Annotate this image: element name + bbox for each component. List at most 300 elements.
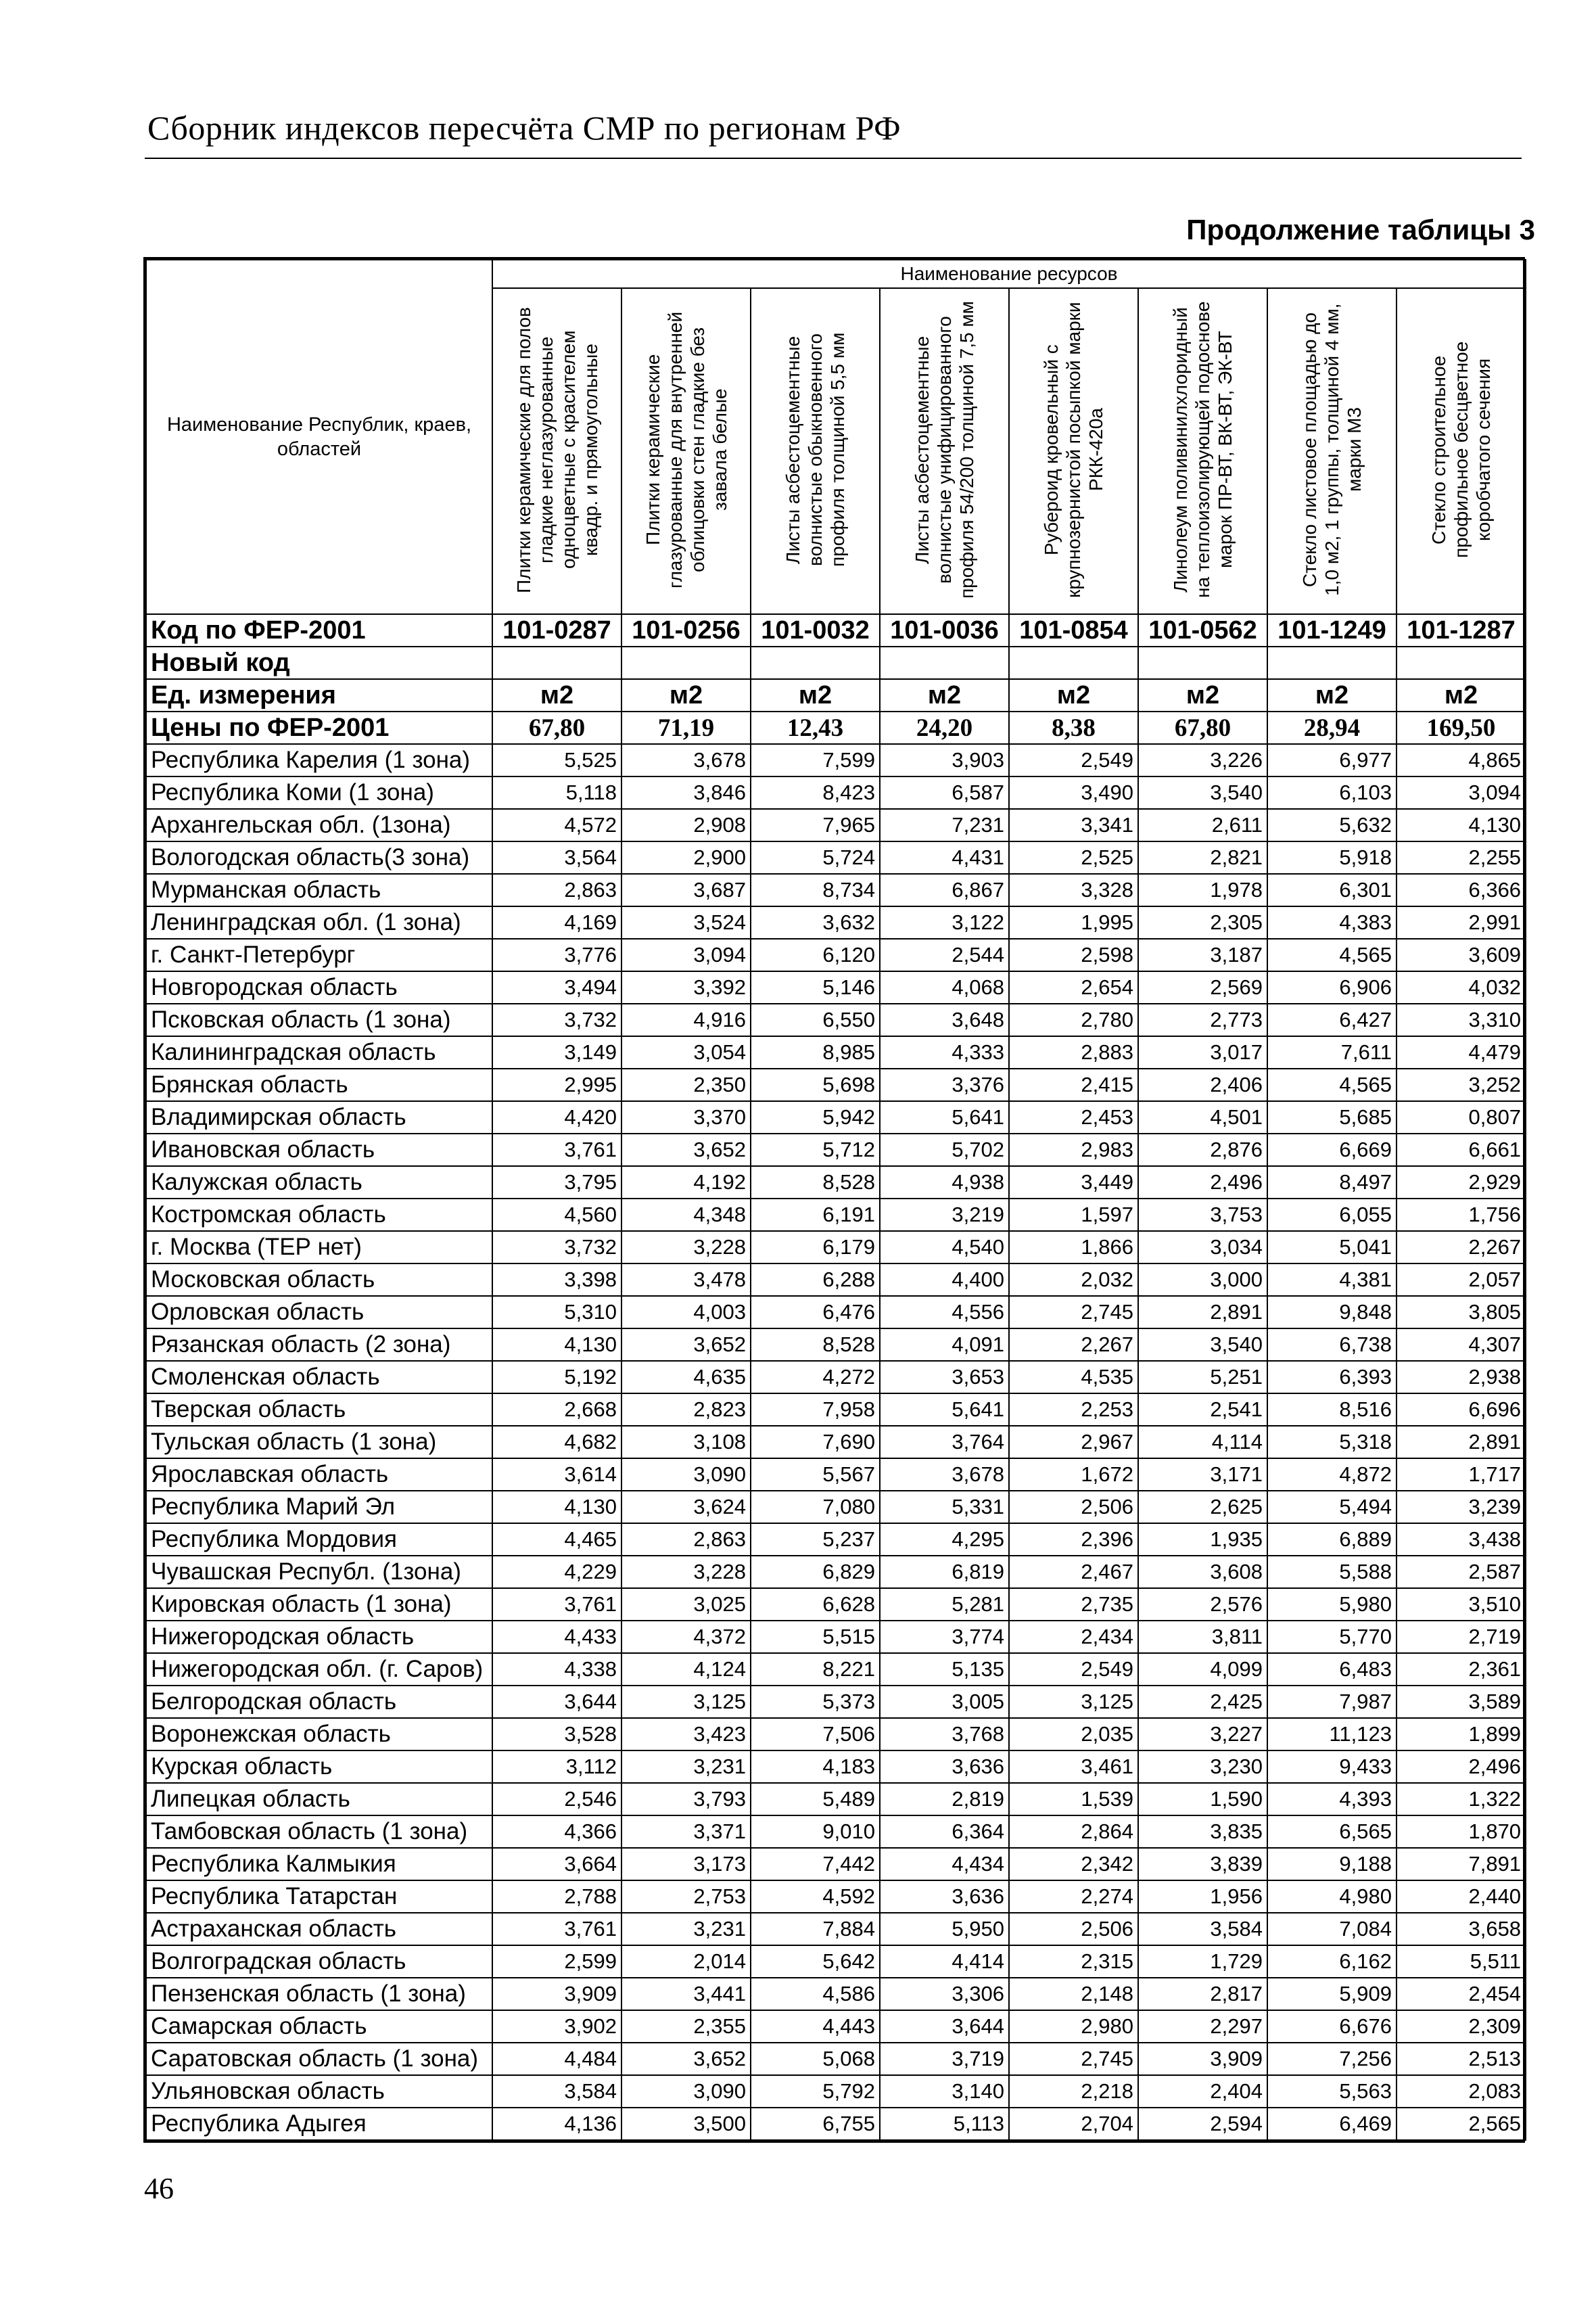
index-value: 5,310 xyxy=(492,1296,621,1328)
index-value: 3,149 xyxy=(492,1036,621,1069)
index-value: 3,187 xyxy=(1138,939,1267,971)
table-row xyxy=(146,2043,1526,2075)
table-row xyxy=(146,1231,1526,1263)
index-value: 4,560 xyxy=(492,1199,621,1231)
resource-code: 101-0256 xyxy=(621,614,751,647)
table-row xyxy=(146,2010,1526,2043)
index-value: 5,118 xyxy=(492,776,621,809)
index-value: 5,702 xyxy=(880,1134,1009,1166)
new-code-cell xyxy=(1009,647,1138,679)
index-value: 6,103 xyxy=(1267,776,1396,809)
index-value: 4,434 xyxy=(880,1848,1009,1880)
index-value: 4,433 xyxy=(492,1621,621,1653)
index-value: 3,054 xyxy=(621,1036,751,1069)
index-value: 3,909 xyxy=(1138,2043,1267,2075)
index-value: 3,125 xyxy=(1009,1686,1138,1718)
region-name: Ленинградская обл. (1 зона) xyxy=(146,906,492,939)
index-value: 1,322 xyxy=(1396,1783,1526,1815)
index-value: 3,636 xyxy=(880,1750,1009,1783)
region-name: Ярославская область xyxy=(146,1458,492,1491)
region-name: Псковская область (1 зона) xyxy=(146,1004,492,1036)
resource-name-cell xyxy=(492,288,621,614)
index-value: 3,490 xyxy=(1009,776,1138,809)
index-value: 2,506 xyxy=(1009,1913,1138,1945)
index-value: 4,980 xyxy=(1267,1880,1396,1913)
index-value: 4,431 xyxy=(880,841,1009,874)
index-value: 4,383 xyxy=(1267,906,1396,939)
resource-name-cell xyxy=(751,288,880,614)
table-row xyxy=(146,939,1526,971)
index-value: 9,848 xyxy=(1267,1296,1396,1328)
index-value: 6,120 xyxy=(751,939,880,971)
index-value: 6,819 xyxy=(880,1556,1009,1588)
region-name: Республика Карелия (1 зона) xyxy=(146,744,492,776)
region-name: Республика Марий Эл xyxy=(146,1491,492,1523)
index-value: 5,331 xyxy=(880,1491,1009,1523)
index-value: 3,231 xyxy=(621,1913,751,1945)
index-value: 2,355 xyxy=(621,2010,751,2043)
resource-code: 101-1249 xyxy=(1267,614,1396,647)
index-value: 6,469 xyxy=(1267,2108,1396,2140)
resource-name: Плитки керамические глазурованные для внутренней облицовки стен гладкие без завала белые xyxy=(642,310,730,588)
index-value: 2,780 xyxy=(1009,1004,1138,1036)
index-value: 4,682 xyxy=(492,1426,621,1458)
region-name: Республика Мордовия xyxy=(146,1523,492,1556)
index-value: 5,641 xyxy=(880,1393,1009,1426)
index-value: 8,497 xyxy=(1267,1166,1396,1199)
index-value: 6,755 xyxy=(751,2108,880,2140)
index-value: 2,544 xyxy=(880,939,1009,971)
index-value: 1,539 xyxy=(1009,1783,1138,1815)
index-value: 2,599 xyxy=(492,1945,621,1978)
index-value: 4,565 xyxy=(1267,939,1396,971)
index-value: 4,381 xyxy=(1267,1263,1396,1296)
region-name: Воронежская область xyxy=(146,1718,492,1750)
region-name: Тверская область xyxy=(146,1393,492,1426)
index-value: 3,228 xyxy=(621,1556,751,1588)
index-value: 2,440 xyxy=(1396,1880,1526,1913)
index-value: 2,654 xyxy=(1009,971,1138,1004)
index-value: 2,267 xyxy=(1396,1231,1526,1263)
table-row xyxy=(146,1978,1526,2010)
resource-name: Стекло листовое площадью до 1,0 м2, 1 группы, толщиной 4 мм, марки М3 xyxy=(1299,303,1365,596)
resource-unit: м2 xyxy=(1009,679,1138,712)
index-value: 3,793 xyxy=(621,1783,751,1815)
index-value: 8,528 xyxy=(751,1166,880,1199)
index-value: 5,563 xyxy=(1267,2075,1396,2108)
index-value: 3,589 xyxy=(1396,1686,1526,1718)
index-value: 2,668 xyxy=(492,1393,621,1426)
index-value: 3,094 xyxy=(621,939,751,971)
index-value: 3,112 xyxy=(492,1750,621,1783)
resource-price: 67,80 xyxy=(492,712,621,744)
index-value: 7,231 xyxy=(880,809,1009,841)
index-value: 2,594 xyxy=(1138,2108,1267,2140)
index-value: 2,864 xyxy=(1009,1815,1138,1848)
index-value: 4,443 xyxy=(751,2010,880,2043)
index-value: 4,192 xyxy=(621,1166,751,1199)
new-code-cell xyxy=(880,647,1009,679)
index-value: 7,080 xyxy=(751,1491,880,1523)
index-value: 6,661 xyxy=(1396,1134,1526,1166)
index-value: 3,614 xyxy=(492,1458,621,1491)
index-value: 3,227 xyxy=(1138,1718,1267,1750)
resource-price: 28,94 xyxy=(1267,712,1396,744)
index-value: 4,338 xyxy=(492,1653,621,1686)
new-code-cell xyxy=(1267,647,1396,679)
index-value: 2,218 xyxy=(1009,2075,1138,2108)
index-value: 2,506 xyxy=(1009,1491,1138,1523)
index-value: 3,652 xyxy=(621,2043,751,2075)
index-value: 4,169 xyxy=(492,906,621,939)
index-value: 6,977 xyxy=(1267,744,1396,776)
index-value: 2,525 xyxy=(1009,841,1138,874)
index-value: 2,148 xyxy=(1009,1978,1138,2010)
index-value: 4,938 xyxy=(880,1166,1009,1199)
resource-name-cell xyxy=(1009,288,1138,614)
index-value: 1,866 xyxy=(1009,1231,1138,1263)
index-value: 6,483 xyxy=(1267,1653,1396,1686)
index-value: 2,967 xyxy=(1009,1426,1138,1458)
index-value: 1,935 xyxy=(1138,1523,1267,1556)
index-value: 1,597 xyxy=(1009,1199,1138,1231)
index-value: 6,889 xyxy=(1267,1523,1396,1556)
resource-code: 101-0854 xyxy=(1009,614,1138,647)
table-row xyxy=(146,1815,1526,1848)
index-value: 3,328 xyxy=(1009,874,1138,906)
resource-code: 101-1287 xyxy=(1396,614,1526,647)
index-value: 3,173 xyxy=(621,1848,751,1880)
index-value: 2,773 xyxy=(1138,1004,1267,1036)
table-row xyxy=(146,744,1526,776)
new-code-label: Новый код xyxy=(146,647,492,679)
index-value: 2,900 xyxy=(621,841,751,874)
index-value: 1,756 xyxy=(1396,1199,1526,1231)
index-value: 3,764 xyxy=(880,1426,1009,1458)
index-value: 2,057 xyxy=(1396,1263,1526,1296)
region-name: Вологодская область(3 зона) xyxy=(146,841,492,874)
index-value: 3,005 xyxy=(880,1686,1009,1718)
table-row xyxy=(146,1263,1526,1296)
index-value: 2,014 xyxy=(621,1945,751,1978)
index-value: 4,393 xyxy=(1267,1783,1396,1815)
index-value: 4,124 xyxy=(621,1653,751,1686)
index-value: 4,068 xyxy=(880,971,1009,1004)
resource-price: 8,38 xyxy=(1009,712,1138,744)
index-value: 2,587 xyxy=(1396,1556,1526,1588)
index-value: 2,991 xyxy=(1396,906,1526,939)
index-value: 2,883 xyxy=(1009,1036,1138,1069)
table-row xyxy=(146,2075,1526,2108)
index-value: 3,624 xyxy=(621,1491,751,1523)
code-row xyxy=(146,614,1526,647)
index-value: 3,252 xyxy=(1396,1069,1526,1101)
index-value: 3,094 xyxy=(1396,776,1526,809)
resource-unit: м2 xyxy=(1267,679,1396,712)
page-number: 46 xyxy=(144,2172,174,2205)
index-value: 2,255 xyxy=(1396,841,1526,874)
table-row xyxy=(146,1783,1526,1815)
region-name: Мурманская область xyxy=(146,874,492,906)
index-value: 7,599 xyxy=(751,744,880,776)
index-value: 4,130 xyxy=(1396,809,1526,841)
index-value: 4,572 xyxy=(492,809,621,841)
index-value: 5,041 xyxy=(1267,1231,1396,1263)
index-value: 1,729 xyxy=(1138,1945,1267,1978)
index-value: 2,350 xyxy=(621,1069,751,1101)
index-value: 2,454 xyxy=(1396,1978,1526,2010)
index-value: 4,484 xyxy=(492,2043,621,2075)
region-name: Московская область xyxy=(146,1263,492,1296)
index-value: 2,274 xyxy=(1009,1880,1138,1913)
index-value: 4,479 xyxy=(1396,1036,1526,1069)
index-value: 2,361 xyxy=(1396,1653,1526,1686)
table-row xyxy=(146,776,1526,809)
index-value: 4,535 xyxy=(1009,1361,1138,1393)
region-name: Смоленская область xyxy=(146,1361,492,1393)
index-value: 5,770 xyxy=(1267,1621,1396,1653)
index-value: 9,188 xyxy=(1267,1848,1396,1880)
table-row xyxy=(146,906,1526,939)
index-value: 3,231 xyxy=(621,1750,751,1783)
new-code-row xyxy=(146,647,1526,679)
index-value: 5,373 xyxy=(751,1686,880,1718)
index-value: 4,295 xyxy=(880,1523,1009,1556)
index-value: 3,371 xyxy=(621,1815,751,1848)
table-row xyxy=(146,1426,1526,1458)
index-value: 2,891 xyxy=(1396,1426,1526,1458)
index-value: 6,364 xyxy=(880,1815,1009,1848)
index-value: 3,658 xyxy=(1396,1913,1526,1945)
resource-name: Листы асбестоцементные волнистые унифицированного профиля 54/200 толщиной 7,5 мм xyxy=(912,300,977,599)
table-row xyxy=(146,1296,1526,1328)
index-value: 4,130 xyxy=(492,1491,621,1523)
index-value: 5,909 xyxy=(1267,1978,1396,2010)
index-value: 5,950 xyxy=(880,1913,1009,1945)
index-value: 3,644 xyxy=(492,1686,621,1718)
index-value: 3,678 xyxy=(621,744,751,776)
index-value: 2,938 xyxy=(1396,1361,1526,1393)
index-value: 2,611 xyxy=(1138,809,1267,841)
index-value: 5,281 xyxy=(880,1588,1009,1621)
index-value: 2,083 xyxy=(1396,2075,1526,2108)
index-value: 5,494 xyxy=(1267,1491,1396,1523)
index-value: 5,588 xyxy=(1267,1556,1396,1588)
index-grid xyxy=(145,259,1526,2141)
index-value: 3,306 xyxy=(880,1978,1009,2010)
index-value: 4,114 xyxy=(1138,1426,1267,1458)
table-row xyxy=(146,1621,1526,1653)
index-value: 2,309 xyxy=(1396,2010,1526,2043)
index-value: 2,549 xyxy=(1009,1653,1138,1686)
region-name: Ульяновская область xyxy=(146,2075,492,2108)
index-value: 2,704 xyxy=(1009,2108,1138,2140)
region-name: Пензенская область (1 зона) xyxy=(146,1978,492,2010)
index-value: 5,251 xyxy=(1138,1361,1267,1393)
resource-price: 67,80 xyxy=(1138,712,1267,744)
region-name: Нижегородская область xyxy=(146,1621,492,1653)
index-value: 4,348 xyxy=(621,1199,751,1231)
index-value: 5,515 xyxy=(751,1621,880,1653)
region-name: Кировская область (1 зона) xyxy=(146,1588,492,1621)
region-name: г. Москва (ТЕР нет) xyxy=(146,1231,492,1263)
index-value: 3,090 xyxy=(621,1458,751,1491)
index-value: 2,735 xyxy=(1009,1588,1138,1621)
index-value: 1,717 xyxy=(1396,1458,1526,1491)
index-value: 3,652 xyxy=(621,1134,751,1166)
index-value: 1,956 xyxy=(1138,1880,1267,1913)
index-value: 3,584 xyxy=(492,2075,621,2108)
index-value: 7,958 xyxy=(751,1393,880,1426)
index-value: 4,032 xyxy=(1396,971,1526,1004)
index-value: 5,135 xyxy=(880,1653,1009,1686)
table-row xyxy=(146,1653,1526,1686)
resource-price: 12,43 xyxy=(751,712,880,744)
index-value: 4,003 xyxy=(621,1296,751,1328)
index-value: 3,228 xyxy=(621,1231,751,1263)
index-value: 6,565 xyxy=(1267,1815,1396,1848)
index-value: 3,449 xyxy=(1009,1166,1138,1199)
index-value: 3,584 xyxy=(1138,1913,1267,1945)
region-name: Чувашская Республ. (1зона) xyxy=(146,1556,492,1588)
index-value: 2,496 xyxy=(1396,1750,1526,1783)
index-value: 2,598 xyxy=(1009,939,1138,971)
index-value: 2,453 xyxy=(1009,1101,1138,1134)
index-value: 3,540 xyxy=(1138,1328,1267,1361)
region-name: Орловская область xyxy=(146,1296,492,1328)
index-value: 5,511 xyxy=(1396,1945,1526,1978)
index-value: 6,366 xyxy=(1396,874,1526,906)
index-value: 2,908 xyxy=(621,809,751,841)
index-value: 2,541 xyxy=(1138,1393,1267,1426)
new-code-cell xyxy=(1396,647,1526,679)
index-value: 1,672 xyxy=(1009,1458,1138,1491)
index-value: 7,690 xyxy=(751,1426,880,1458)
index-value: 2,863 xyxy=(492,874,621,906)
table-row xyxy=(146,1458,1526,1491)
index-value: 2,980 xyxy=(1009,2010,1138,2043)
index-value: 3,423 xyxy=(621,1718,751,1750)
index-value: 2,819 xyxy=(880,1783,1009,1815)
region-name: Волгоградская область xyxy=(146,1945,492,1978)
index-value: 4,414 xyxy=(880,1945,1009,1978)
index-value: 6,906 xyxy=(1267,971,1396,1004)
index-value: 3,392 xyxy=(621,971,751,1004)
index-value: 4,333 xyxy=(880,1036,1009,1069)
index-value: 2,546 xyxy=(492,1783,621,1815)
index-value: 3,370 xyxy=(621,1101,751,1134)
index-value: 3,761 xyxy=(492,1913,621,1945)
table-row xyxy=(146,1718,1526,1750)
index-value: 2,342 xyxy=(1009,1848,1138,1880)
index-value: 6,427 xyxy=(1267,1004,1396,1036)
index-value: 8,985 xyxy=(751,1036,880,1069)
unit-row xyxy=(146,679,1526,712)
resource-name: Стекло строительное профильное бесцветное коробчатого сечения xyxy=(1428,341,1495,558)
index-value: 2,404 xyxy=(1138,2075,1267,2108)
index-value: 7,891 xyxy=(1396,1848,1526,1880)
region-name: Саратовская область (1 зона) xyxy=(146,2043,492,2075)
index-value: 0,807 xyxy=(1396,1101,1526,1134)
index-value: 5,525 xyxy=(492,744,621,776)
index-value: 1,995 xyxy=(1009,906,1138,939)
index-value: 6,738 xyxy=(1267,1328,1396,1361)
table-row xyxy=(146,1036,1526,1069)
table-row xyxy=(146,971,1526,1004)
index-value: 5,792 xyxy=(751,2075,880,2108)
index-value: 5,641 xyxy=(880,1101,1009,1134)
region-name: г. Санкт-Петербург xyxy=(146,939,492,971)
index-value: 7,965 xyxy=(751,809,880,841)
table-row xyxy=(146,2108,1526,2140)
region-column-header: Наименование Республик, краев, областей xyxy=(146,260,492,614)
index-value: 4,872 xyxy=(1267,1458,1396,1491)
index-value: 2,876 xyxy=(1138,1134,1267,1166)
index-value: 5,685 xyxy=(1267,1101,1396,1134)
table-row xyxy=(146,1134,1526,1166)
index-value: 2,891 xyxy=(1138,1296,1267,1328)
index-value: 2,863 xyxy=(621,1523,751,1556)
region-name: Липецкая область xyxy=(146,1783,492,1815)
table-row xyxy=(146,1588,1526,1621)
index-value: 4,501 xyxy=(1138,1101,1267,1134)
index-value: 6,867 xyxy=(880,874,1009,906)
index-value: 3,805 xyxy=(1396,1296,1526,1328)
index-value: 3,909 xyxy=(492,1978,621,2010)
resource-name: Листы асбестоцементные волнистые обыкновенного профиля толщиной 5,5 мм xyxy=(782,332,848,567)
resource-name: Рубероид кровельный с крупнозернистой посыпкой марки РКК-420а xyxy=(1041,301,1106,598)
index-value: 2,035 xyxy=(1009,1718,1138,1750)
index-value: 2,496 xyxy=(1138,1166,1267,1199)
index-value: 3,171 xyxy=(1138,1458,1267,1491)
index-value: 2,929 xyxy=(1396,1166,1526,1199)
index-value: 2,995 xyxy=(492,1069,621,1101)
resource-name-cell xyxy=(880,288,1009,614)
index-value: 3,108 xyxy=(621,1426,751,1458)
index-value: 3,811 xyxy=(1138,1621,1267,1653)
index-value: 3,719 xyxy=(880,2043,1009,2075)
table-row xyxy=(146,1328,1526,1361)
table-continuation-label: Продолжение таблицы 3 xyxy=(1186,214,1535,246)
index-value: 2,745 xyxy=(1009,1296,1138,1328)
index-value: 3,219 xyxy=(880,1199,1009,1231)
index-value: 2,565 xyxy=(1396,2108,1526,2140)
index-value: 7,442 xyxy=(751,1848,880,1880)
index-value: 3,839 xyxy=(1138,1848,1267,1880)
index-value: 11,123 xyxy=(1267,1718,1396,1750)
index-value: 3,632 xyxy=(751,906,880,939)
index-value: 3,017 xyxy=(1138,1036,1267,1069)
index-value: 4,272 xyxy=(751,1361,880,1393)
index-value: 3,753 xyxy=(1138,1199,1267,1231)
index-value: 3,034 xyxy=(1138,1231,1267,1263)
index-value: 2,823 xyxy=(621,1393,751,1426)
index-value: 3,903 xyxy=(880,744,1009,776)
price-label: Цены по ФЕР-2001 xyxy=(146,712,492,744)
index-value: 3,494 xyxy=(492,971,621,1004)
region-name: Костромская область xyxy=(146,1199,492,1231)
index-value: 3,000 xyxy=(1138,1263,1267,1296)
unit-label: Ед. измерения xyxy=(146,679,492,712)
index-value: 4,366 xyxy=(492,1815,621,1848)
index-value: 2,983 xyxy=(1009,1134,1138,1166)
index-value: 3,761 xyxy=(492,1134,621,1166)
index-value: 5,146 xyxy=(751,971,880,1004)
new-code-cell xyxy=(621,647,751,679)
index-value: 2,406 xyxy=(1138,1069,1267,1101)
region-name: Самарская область xyxy=(146,2010,492,2043)
index-value: 6,191 xyxy=(751,1199,880,1231)
